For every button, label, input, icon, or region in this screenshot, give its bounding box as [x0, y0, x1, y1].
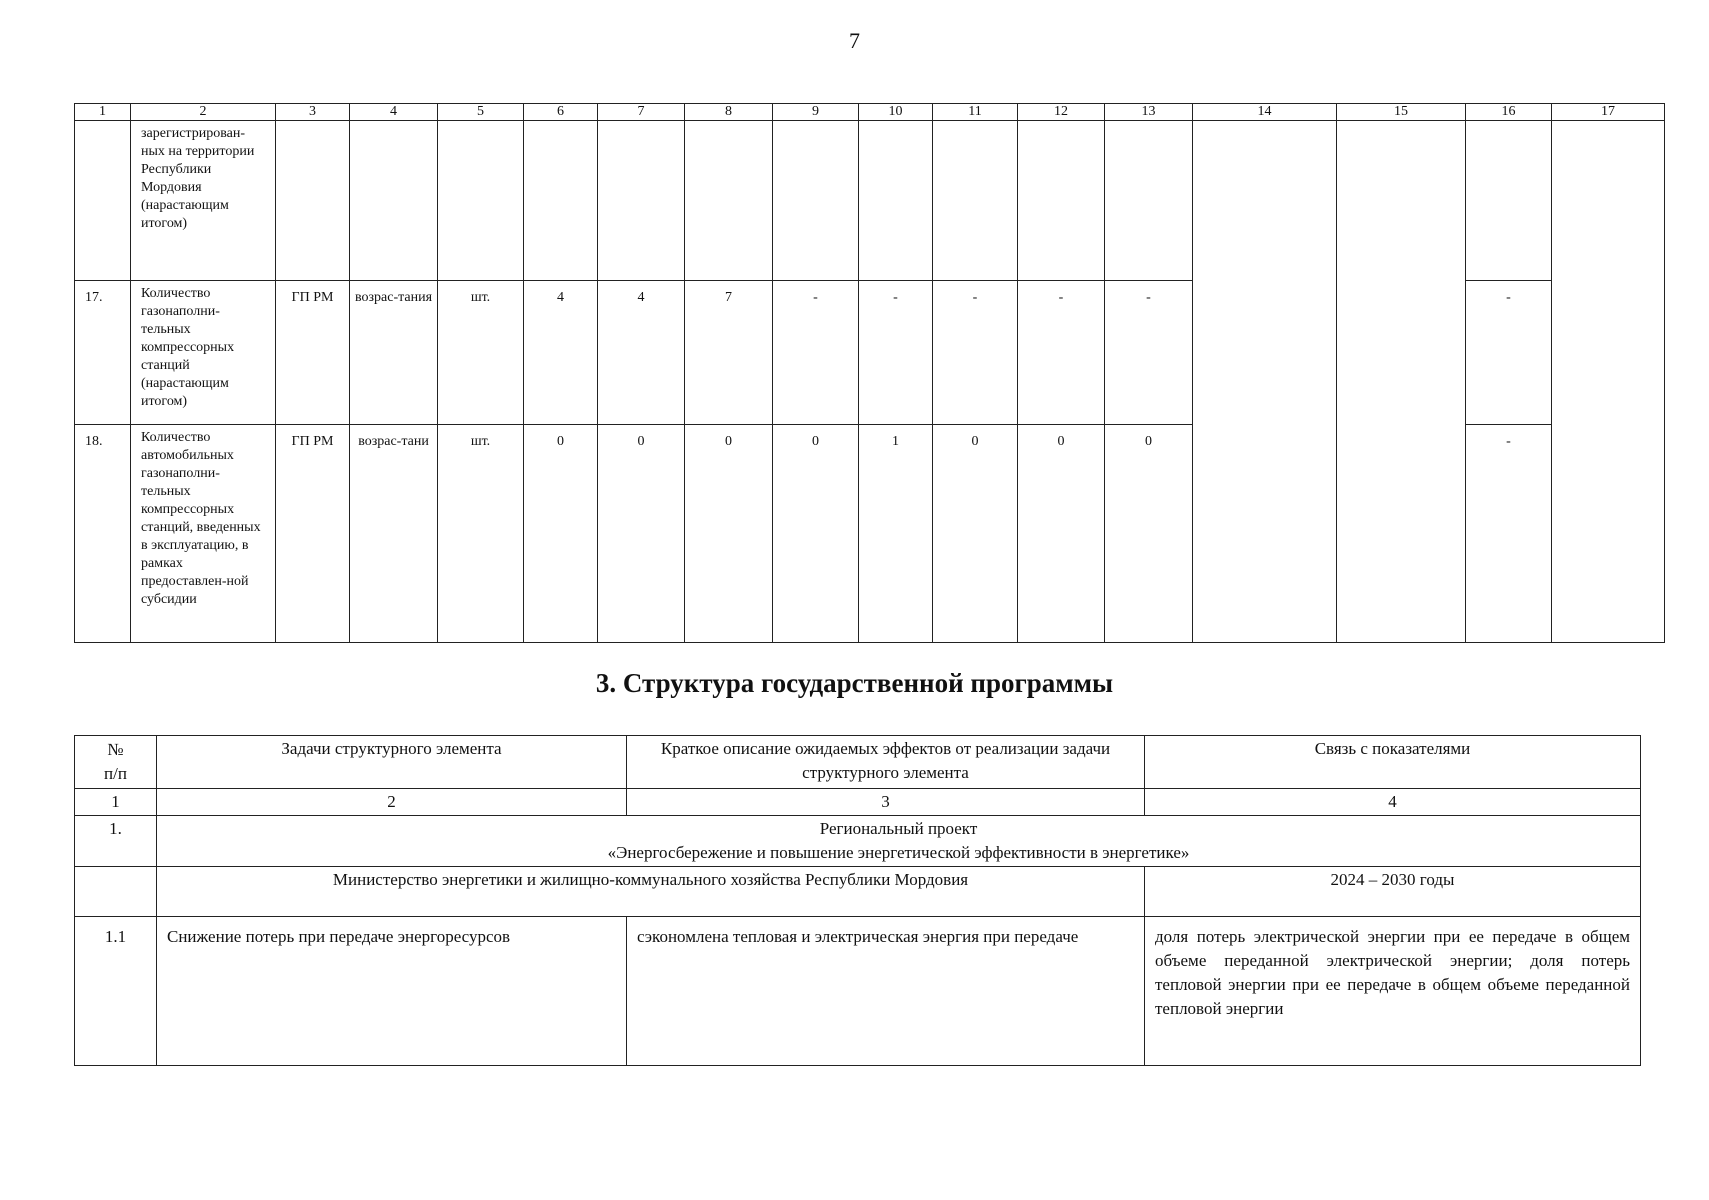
header-effects: Краткое описание ожидаемых эффектов от реализации задачи структурного элемента — [627, 736, 1145, 789]
value-cell: 0 — [933, 425, 1018, 643]
header-tasks: Задачи структурного элемента — [157, 736, 627, 789]
task-cell: Снижение потерь при передаче энергоресурсов — [157, 917, 627, 1066]
col-number: 4 — [350, 104, 438, 121]
col-number: 13 — [1105, 104, 1193, 121]
value-cell: 0 — [685, 425, 773, 643]
value-cell: 0 — [598, 425, 685, 643]
header-indicators: Связь с показателями — [1145, 736, 1641, 789]
col-number: 17 — [1552, 104, 1665, 121]
col-number: 14 — [1193, 104, 1337, 121]
indicator-name: Количество газонаполни-тельных компрессорных станций (нарастающим итогом) — [131, 281, 276, 425]
indicator-name: зарегистрирован-ных на территории Республики Мордовия (нарастающим итогом) — [131, 121, 276, 281]
project-line1: Региональный проект — [819, 819, 978, 838]
col17-cell — [1552, 121, 1665, 643]
ministry-row — [75, 867, 1641, 917]
indicators-table — [74, 103, 1665, 643]
indicators-cell: доля потерь электрической энергии при ее передаче в общем объеме переданной электрической энергии; доля потерь тепловой энергии при ее передаче в общем объеме переданной тепловой энергии — [1145, 917, 1641, 1066]
row-number: 1.1 — [75, 917, 157, 1066]
col16-value: - — [1466, 425, 1552, 643]
col-number: 12 — [1018, 104, 1105, 121]
unit-cell: шт. — [438, 281, 524, 425]
col-number: 11 — [933, 104, 1018, 121]
col-number: 3 — [627, 789, 1145, 816]
effect-cell: сэкономлена тепловая и электрическая энергия при передаче — [627, 917, 1145, 1066]
value-cell: 1 — [859, 425, 933, 643]
row-number: 18. — [75, 425, 131, 643]
col14-cell — [1193, 121, 1337, 643]
direction-cell: возрас-тания — [350, 281, 438, 425]
value-cell: - — [1105, 281, 1193, 425]
task-row — [75, 917, 1641, 1066]
direction-cell: возрас-тани — [350, 425, 438, 643]
header-number: № п/п — [75, 736, 157, 789]
col-number: 3 — [276, 104, 350, 121]
value-cell: - — [1018, 281, 1105, 425]
value-cell: 4 — [598, 281, 685, 425]
col-number: 2 — [157, 789, 627, 816]
project-name — [157, 816, 1641, 867]
col-number: 4 — [1145, 789, 1641, 816]
col15-cell — [1337, 121, 1466, 643]
col-number: 1 — [75, 104, 131, 121]
value-cell: 0 — [1105, 425, 1193, 643]
table-row — [75, 121, 1665, 281]
column-number-row — [75, 104, 1665, 121]
value-cell: - — [773, 281, 859, 425]
column-number-row — [75, 789, 1641, 816]
value-cell: 7 — [685, 281, 773, 425]
implementation-period: 2024 – 2030 годы — [1145, 867, 1641, 917]
header-row — [75, 736, 1641, 789]
section-title: 3. Структура государственной программы — [595, 668, 1114, 698]
indicator-name: Количество автомобильных газонаполни-тельных компрессорных станций, введенных в эксплуатацию, в рамках предоставлен-ной субсидии — [131, 425, 276, 643]
col-number: 2 — [131, 104, 276, 121]
col-number: 15 — [1337, 104, 1466, 121]
col16-value: - — [1466, 281, 1552, 425]
value-cell: 0 — [773, 425, 859, 643]
row-number: 1. — [75, 816, 157, 867]
unit-cell: шт. — [438, 425, 524, 643]
value-cell: 4 — [524, 281, 598, 425]
col-number: 8 — [685, 104, 773, 121]
col-number: 5 — [438, 104, 524, 121]
col-number: 1 — [75, 789, 157, 816]
col-number: 16 — [1466, 104, 1552, 121]
value-cell: 0 — [1018, 425, 1105, 643]
value-cell: - — [933, 281, 1018, 425]
col-number: 10 — [859, 104, 933, 121]
project-line2: «Энергосбережение и повышение энергетической эффективности в энергетике» — [607, 843, 1190, 862]
value-cell: - — [859, 281, 933, 425]
row-number: 17. — [75, 281, 131, 425]
col-number: 6 — [524, 104, 598, 121]
responsible-ministry: Министерство энергетики и жилищно-коммунального хозяйства Республики Мордовия — [157, 867, 1145, 917]
program-structure-table — [74, 735, 1641, 1066]
page-number: 7 — [849, 28, 860, 53]
document-cell: ГП РМ — [276, 425, 350, 643]
project-row — [75, 816, 1641, 867]
col-number: 7 — [598, 104, 685, 121]
value-cell: 0 — [524, 425, 598, 643]
document-cell: ГП РМ — [276, 281, 350, 425]
col-number: 9 — [773, 104, 859, 121]
